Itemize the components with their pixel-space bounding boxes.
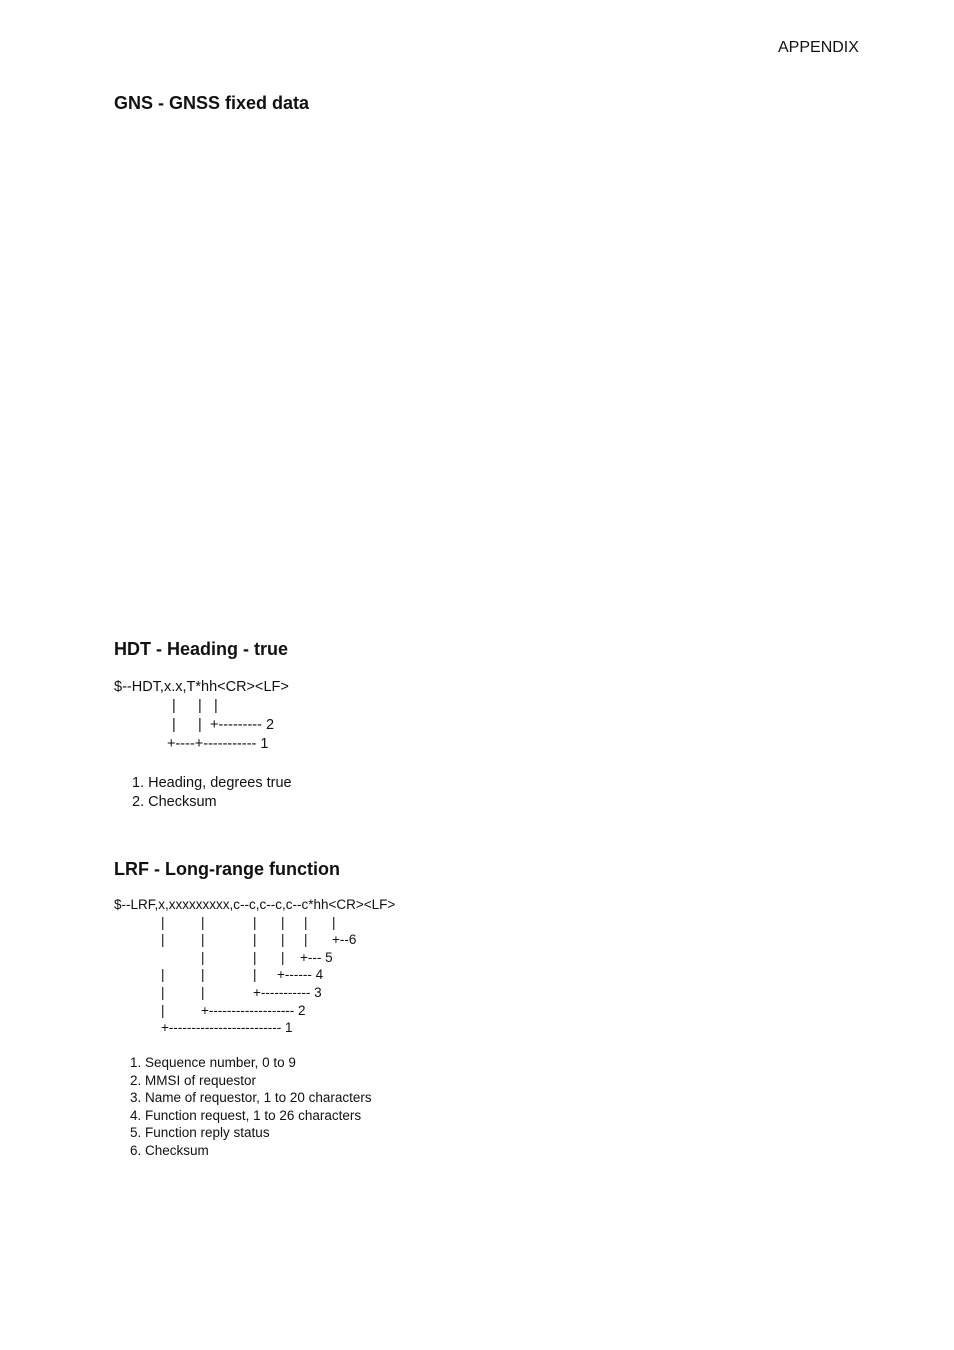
list-item: 1. Sequence number, 0 to 9 <box>130 1055 296 1070</box>
list-item: 5. Function reply status <box>130 1125 270 1140</box>
hdt-sentence-format: $--HDT,x.x,T*hh<CR><LF> <box>114 679 289 695</box>
diagram-pipe: | <box>304 915 308 930</box>
diagram-pointer-5: +--- 5 <box>300 950 333 965</box>
diagram-pointer-1: +----+----------- 1 <box>167 736 269 752</box>
list-item: 2. MMSI of requestor <box>130 1073 257 1088</box>
list-item: 2. Checksum <box>132 794 217 810</box>
diagram-pipe: | <box>172 698 176 714</box>
diagram-pointer-2: +------------------- 2 <box>201 1003 306 1018</box>
list-item: 3. Name of requestor, 1 to 20 characters <box>130 1090 372 1105</box>
list-item: 1. Heading, degrees true <box>132 775 292 791</box>
list-item: 6. Checksum <box>130 1143 209 1158</box>
diagram-pointer-1: +------------------------- 1 <box>161 1020 293 1035</box>
diagram-pipe: | <box>253 915 257 930</box>
diagram-pipe: | <box>253 950 257 965</box>
diagram-pipe: | <box>214 698 218 714</box>
diagram-pipe: | <box>172 717 176 733</box>
hdt-section-title: HDT - Heading - true <box>114 639 288 659</box>
diagram-pointer-3: +----------- 3 <box>253 985 322 1000</box>
diagram-pipe: | <box>161 932 165 947</box>
diagram-pointer-4: +------ 4 <box>277 967 324 982</box>
diagram-pipe: | <box>161 985 165 1000</box>
diagram-pipe: | <box>201 915 205 930</box>
diagram-pipe: | <box>332 915 336 930</box>
diagram-pipe: | <box>161 1003 165 1018</box>
diagram-pointer-6: +--6 <box>332 932 357 947</box>
diagram-pipe: | <box>161 915 165 930</box>
diagram-pipe: | <box>281 915 285 930</box>
lrf-section-title: LRF - Long-range function <box>114 859 340 879</box>
diagram-pipe: | <box>304 932 308 947</box>
lrf-sentence-format: $--LRF,x,xxxxxxxxx,c--c,c--c,c--c*hh<CR><LF> <box>114 897 396 912</box>
diagram-pipe: | <box>161 967 165 982</box>
diagram-pipe: | <box>201 985 205 1000</box>
diagram-pipe: | <box>281 932 285 947</box>
diagram-pipe: | <box>253 967 257 982</box>
page-header-label: APPENDIX <box>778 39 859 56</box>
diagram-pipe: | <box>281 950 285 965</box>
diagram-pipe: | <box>198 698 202 714</box>
diagram-pipe: | <box>201 950 205 965</box>
diagram-pipe: | <box>198 717 202 733</box>
diagram-pipe: | <box>253 932 257 947</box>
diagram-pipe: | <box>201 932 205 947</box>
diagram-pointer-2: +--------- 2 <box>210 717 275 733</box>
list-item: 4. Function request, 1 to 26 characters <box>130 1108 362 1123</box>
diagram-pipe: | <box>201 967 205 982</box>
gns-section-title: GNS - GNSS fixed data <box>114 93 310 113</box>
